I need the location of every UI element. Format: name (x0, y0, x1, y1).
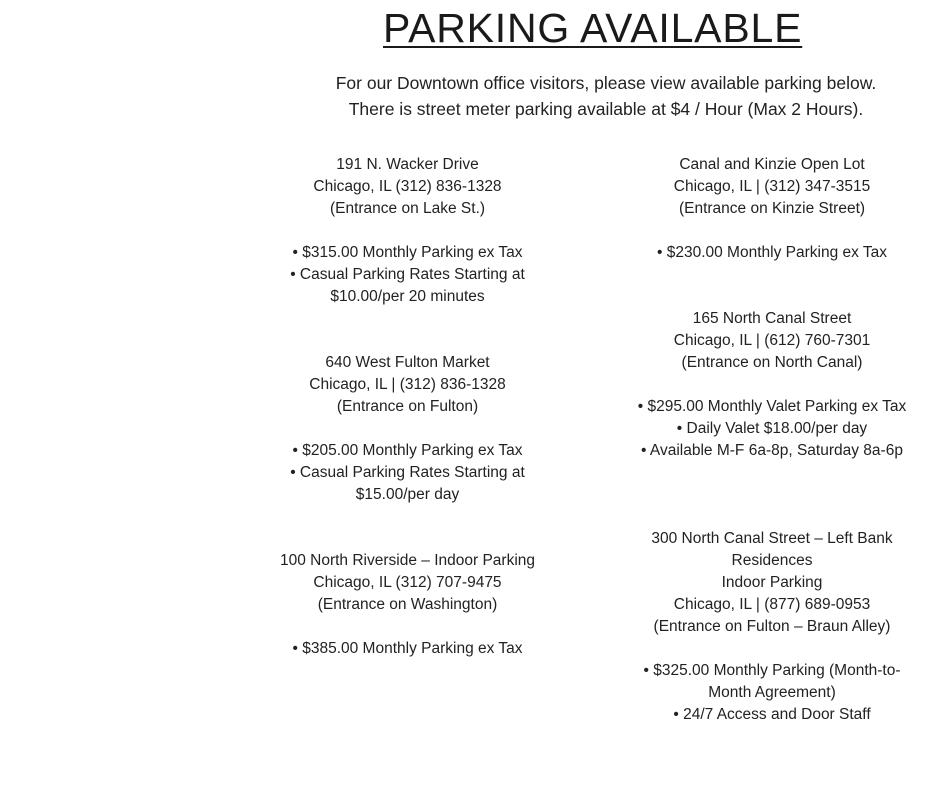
location-address: 191 N. Wacker Drive (336, 156, 479, 173)
location-city-phone: Chicago, IL | (877) 689-0953 (673, 596, 871, 613)
location-address: 640 West Fulton Market (325, 354, 490, 371)
location-address: 100 North Riverside – Indoor Parking (279, 552, 536, 569)
rate-line: $10.00/per 20 minutes (330, 288, 485, 305)
location-city-phone: Chicago, IL (312) 707-9475 (313, 574, 502, 591)
rate-line: • Casual Parking Rates Starting at (290, 464, 525, 481)
rate-line: • $205.00 Monthly Parking ex Tax (292, 442, 523, 459)
rate-line: • Daily Valet $18.00/per day (676, 420, 868, 437)
location-city-phone: Chicago, IL | (612) 760-7301 (673, 332, 871, 349)
location-wacker (245, 154, 570, 308)
location-address: Residences (731, 552, 813, 569)
rate-line: • $315.00 Monthly Parking ex Tax (292, 244, 523, 261)
rate-line: Month Agreement) (708, 684, 836, 701)
intro-line: There is street meter parking available at $4 / Hour (Max 2 Hours). (348, 99, 864, 119)
intro-line: For our Downtown office visitors, please view available parking below. (335, 73, 877, 93)
location-fulton-market (245, 352, 570, 506)
rate-line: • $385.00 Monthly Parking ex Tax (292, 640, 523, 657)
location-parking-type: Indoor Parking (721, 574, 823, 591)
location-city-phone: Chicago, IL | (312) 836-1328 (309, 376, 506, 393)
rate-line: $15.00/per day (355, 486, 460, 503)
location-entrance: (Entrance on Fulton – Braun Alley) (653, 618, 891, 635)
location-entrance: (Entrance on Washington) (317, 596, 498, 613)
location-165-north-canal (607, 308, 937, 462)
intro-text (280, 70, 932, 122)
location-address: 300 North Canal Street – Left Bank (651, 530, 893, 547)
location-address: Canal and Kinzie Open Lot (679, 156, 865, 173)
rate-line: • $325.00 Monthly Parking (Month-to- (643, 662, 901, 679)
location-entrance: (Entrance on North Canal) (681, 354, 863, 371)
rate-line: • 24/7 Access and Door Staff (673, 706, 871, 723)
location-city-phone: Chicago, IL | (312) 347-3515 (673, 178, 871, 195)
location-entrance: (Entrance on Fulton) (336, 398, 479, 415)
location-entrance: (Entrance on Kinzie Street) (678, 200, 866, 217)
location-north-riverside (245, 550, 570, 660)
location-address: 165 North Canal Street (692, 310, 852, 327)
location-300-north-canal (607, 528, 937, 726)
rate-line: • $230.00 Monthly Parking ex Tax (656, 244, 888, 261)
location-city-phone: Chicago, IL (312) 836-1328 (313, 178, 502, 195)
location-canal-kinzie (607, 154, 937, 264)
rate-line: • Casual Parking Rates Starting at (290, 266, 525, 283)
rate-line: • $295.00 Monthly Valet Parking ex Tax (637, 398, 907, 415)
rate-line: • Available M-F 6a-8p, Saturday 8a-6p (641, 442, 903, 459)
location-entrance: (Entrance on Lake St.) (329, 200, 486, 217)
page-title: PARKING AVAILABLE (383, 5, 803, 51)
